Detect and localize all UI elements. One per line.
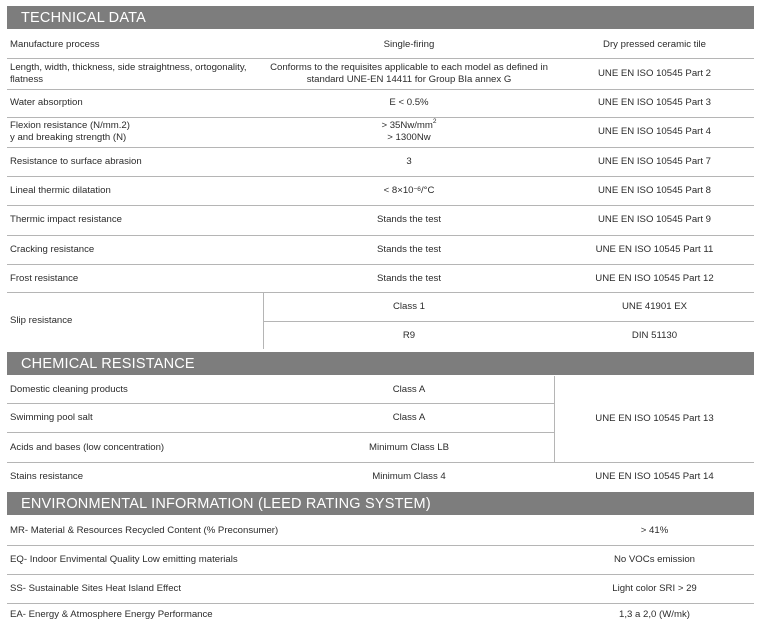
tech-value-flexion-line2: > 1300Nw bbox=[387, 132, 431, 143]
env-label-ea: EA- Energy & Atmosphere Energy Performance bbox=[10, 609, 213, 620]
tech-label-flexion-line2: y and breaking strength (N) bbox=[10, 132, 127, 143]
tech-label-dimensions: Length, width, thickness, side straightness, ortogonality, flatness bbox=[10, 61, 247, 85]
chem-standard-stains: UNE EN ISO 10545 Part 14 bbox=[595, 470, 714, 482]
chem-label-pool-salt: Swimming pool salt bbox=[10, 412, 93, 423]
technical-data-header: TECHNICAL DATA bbox=[7, 6, 754, 29]
tech-value-frost: Stands the test bbox=[377, 272, 441, 284]
tech-standard-dilatation: UNE EN ISO 10545 Part 8 bbox=[597, 184, 712, 196]
tech-value-water-absorption: E < 0.5% bbox=[389, 97, 429, 108]
tech-standard-slip-class: UNE 41901 EX bbox=[621, 300, 688, 312]
tech-value-dimensions: Conforms to the requisites applicable to each model as defined in standard UNE-EN 14411 for Group BIa annex G bbox=[270, 61, 548, 85]
tech-value-cracking: Stands the test bbox=[377, 244, 441, 255]
chem-label-stains: Stains resistance bbox=[10, 470, 84, 482]
env-label-ss: SS- Sustainable Sites Heat Island Effect bbox=[10, 583, 182, 594]
tech-value-flexion-line1: > $35Nw/mm^2$ bbox=[381, 117, 437, 131]
tech-label-frost: Frost resistance bbox=[10, 272, 79, 284]
tech-standard-flexion: UNE EN ISO 10545 Part 4 bbox=[597, 126, 712, 137]
tech-label-slip: Slip resistance bbox=[10, 315, 73, 326]
tech-value-abrasion: 3 bbox=[406, 155, 412, 167]
tech-label-flexion-line1: Flexion resistance (N/mm.2) bbox=[10, 120, 130, 131]
env-label-eq: EQ- Indoor Envimental Quality Low emitting materials bbox=[10, 554, 238, 565]
tech-standard-manufacture: Dry pressed ceramic tile bbox=[603, 39, 706, 50]
tech-value-manufacture: Single-firing bbox=[383, 39, 435, 50]
chem-value-pool-salt: Class A bbox=[392, 412, 426, 423]
chem-label-acids: Acids and bases (low concentration) bbox=[10, 441, 165, 453]
env-label-mr: MR- Material & Resources Recycled Content (% Preconsumer) bbox=[10, 525, 279, 536]
chem-value-acids: Minimum Class LB bbox=[369, 441, 449, 453]
env-value-ea: 1,3 a 2,0 (W/mk) bbox=[619, 609, 690, 620]
chem-value-domestic: Class A bbox=[392, 383, 426, 395]
tech-value-flexion bbox=[264, 118, 554, 146]
tech-label-abrasion: Resistance to surface abrasion bbox=[10, 155, 142, 167]
tech-label-water-absorption: Water absorption bbox=[10, 97, 83, 108]
tech-standard-thermic-impact: UNE EN ISO 10545 Part 9 bbox=[597, 214, 712, 225]
env-value-eq: No VOCs emission bbox=[613, 554, 696, 565]
tech-standard-cracking: UNE EN ISO 10545 Part 11 bbox=[595, 244, 714, 255]
tech-label-dilatation: Lineal thermic dilatation bbox=[10, 184, 111, 196]
tech-value-slip-r: R9 bbox=[402, 329, 416, 341]
tech-standard-dimensions: UNE EN ISO 10545 Part 2 bbox=[597, 67, 712, 79]
tech-standard-frost: UNE EN ISO 10545 Part 12 bbox=[595, 272, 714, 284]
tech-label-cracking: Cracking resistance bbox=[10, 244, 95, 255]
tech-value-dilatation: < 8×10 $^{-6}$ /°C bbox=[383, 184, 435, 196]
tech-label-manufacture: Manufacture process bbox=[10, 39, 100, 50]
tech-value-thermic-impact: Stands the test bbox=[377, 214, 441, 225]
tech-standard-slip-r: DIN 51130 bbox=[631, 329, 678, 341]
env-value-mr: > 41% bbox=[640, 525, 669, 536]
env-value-ss: Light color SRI > 29 bbox=[612, 583, 697, 594]
chem-label-domestic: Domestic cleaning products bbox=[10, 383, 128, 395]
tech-standard-abrasion: UNE EN ISO 10545 Part 7 bbox=[597, 155, 712, 167]
tech-standard-water-absorption: UNE EN ISO 10545 Part 3 bbox=[597, 97, 712, 108]
tech-label-thermic-impact: Thermic impact resistance bbox=[10, 214, 122, 225]
chem-standard-merged: UNE EN ISO 10545 Part 13 bbox=[595, 413, 714, 424]
tech-value-slip-class: Class 1 bbox=[393, 300, 425, 312]
chemical-resistance-header: CHEMICAL RESISTANCE bbox=[7, 352, 754, 375]
tech-label-flexion bbox=[10, 118, 260, 146]
environmental-header: ENVIRONMENTAL INFORMATION (LEED RATING SYSTEM) bbox=[7, 492, 754, 515]
chem-value-stains: Minimum Class 4 bbox=[372, 470, 446, 482]
